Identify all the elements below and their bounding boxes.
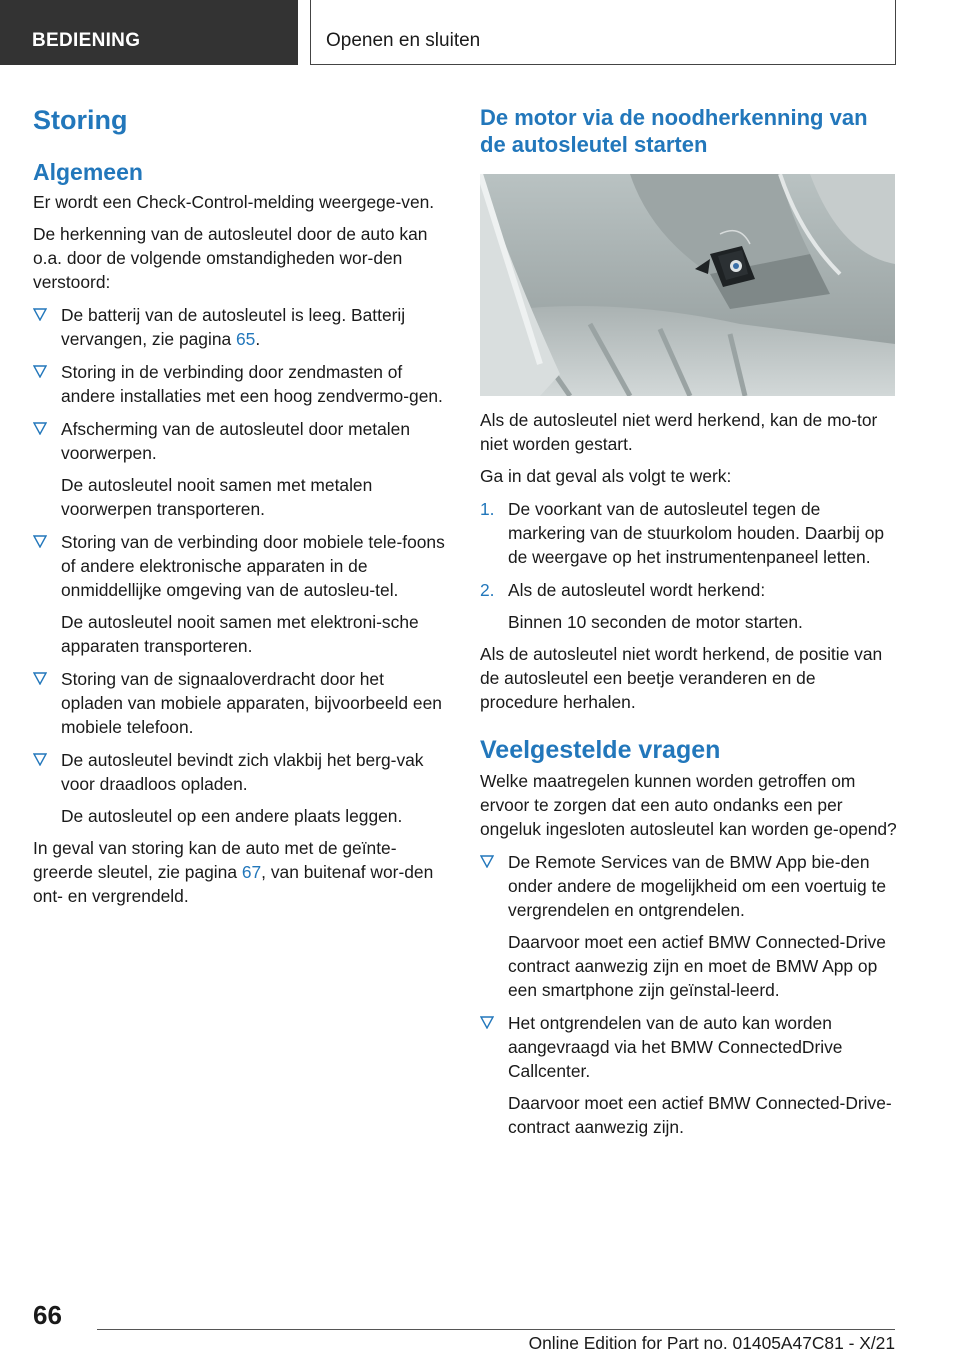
triangle-bullet-icon — [33, 365, 47, 378]
list-item-text: De Remote Services van de BMW App bie-den onder andere de mogelijkheid om een voertuig te vergrendelen en ontgrendelen. — [508, 852, 887, 920]
paragraph-text: In geval van storing kan de auto met de geïnte-greerde sleutel, zie pagina — [33, 838, 397, 882]
footer-edition: Online Edition for Part no. 01405A47C81 - X/21 — [528, 1333, 895, 1353]
page-number: 66 — [33, 1300, 62, 1330]
triangle-bullet-icon — [33, 422, 47, 435]
triangle-bullet-icon — [33, 672, 47, 685]
list-item — [33, 417, 448, 521]
list-item — [33, 667, 448, 739]
step-text: De voorkant van de autosleutel tegen de markering van de stuurkolom houden. Daarbij op de weergave op het instrumentenpaneel letten. — [508, 499, 885, 567]
list-item — [33, 360, 448, 408]
step-number: 1. — [480, 499, 495, 519]
paragraph: Ga in dat geval als volgt te werk: — [480, 466, 732, 486]
paragraph — [33, 836, 448, 908]
steering-column-key-photo — [480, 174, 895, 396]
section-title-faq: Veelgestelde vragen — [480, 736, 721, 764]
chapter-label: Openen en sluiten — [326, 30, 481, 51]
triangle-bullet-icon — [33, 535, 47, 548]
list-item-text: Storing van de signaaloverdracht door het opladen van mobiele apparaten, bijvoorbeeld een mobiele telefoon. — [61, 669, 442, 737]
step-note: Binnen 10 seconden de motor starten. — [508, 612, 803, 632]
section-title-emergency-start: De motor via de noodherkenning van de autosleutel starten — [480, 105, 868, 157]
section-tab — [0, 0, 298, 65]
triangle-bullet-icon — [33, 308, 47, 321]
paragraph: Als de autosleutel niet werd herkend, kan de mo-tor niet worden gestart. — [480, 410, 878, 454]
triangle-bullet-icon — [33, 753, 47, 766]
list-item-note: De autosleutel nooit samen met elektroni-sche apparaten transporteren. — [61, 612, 419, 656]
list-item — [33, 303, 448, 351]
list-item-note: Daarvoor moet een actief BMW Connected-Drive-contract aanwezig zijn. — [508, 1093, 892, 1137]
list-item-text: De batterij van de autosleutel is leeg. Batterij vervangen, zie pagina — [61, 305, 406, 349]
section-title-storing: Storing — [33, 105, 128, 135]
list-item-text: . — [255, 329, 261, 349]
left-column — [33, 100, 448, 908]
list-item — [33, 530, 448, 658]
list-item-note: Daarvoor moet een actief BMW Connected-Drive contract aanwezig zijn en moet de BMW App op een smartphone zijn geïnstal-leerd. — [508, 932, 886, 1000]
subheading-algemeen: Algemeen — [33, 159, 143, 185]
paragraph: Als de autosleutel niet wordt herkend, de positie van de autosleutel een beetje veranderen en de procedure herhalen. — [480, 644, 883, 712]
paragraph-text: , van buitenaf wor-den ont- en vergrendeld. — [33, 862, 434, 906]
list-item-text: Storing van de verbinding door mobiele tele-foons of andere elektronische apparaten in de onmiddellijke omgeving van de autosleu-tel. — [61, 532, 445, 600]
triangle-bullet-icon — [480, 1016, 494, 1029]
list-item-note: De autosleutel op een andere plaats leggen. — [61, 806, 403, 826]
step-number: 2. — [480, 580, 495, 600]
step-text: Als de autosleutel wordt herkend: — [508, 580, 766, 600]
paragraph: Er wordt een Check-Control-melding weergege-ven. — [33, 192, 435, 212]
page-link-67[interactable]: 67 — [241, 862, 262, 882]
paragraph: Welke maatregelen kunnen worden getroffen om ervoor te zorgen dat een auto ondanks een per ongeluk ingesloten autosleutel kan worden ge-opend? — [480, 771, 897, 839]
list-item-text: Afscherming van de autosleutel door metalen voorwerpen. — [61, 419, 410, 463]
list-item-note: De autosleutel nooit samen met metalen voorwerpen transporteren. — [61, 475, 373, 519]
chapter-tab — [310, 0, 896, 65]
list-item-text: De autosleutel bevindt zich vlakbij het berg-vak voor draadloos opladen. — [61, 750, 424, 794]
paragraph: De herkenning van de autosleutel door de auto kan o.a. door de volgende omstandigheden wor-den verstoord: — [33, 224, 428, 292]
footer-divider — [97, 1329, 895, 1330]
page-link-65[interactable]: 65 — [236, 329, 256, 349]
triangle-bullet-icon — [480, 855, 494, 868]
list-item-text: Het ontgrendelen van de auto kan worden aangevraagd via het BMW ConnectedDrive Callcenter. — [508, 1013, 843, 1081]
right-column — [480, 104, 897, 1139]
list-item — [480, 850, 897, 1002]
section-label: BEDIENING — [32, 30, 141, 51]
numbered-step — [480, 578, 897, 634]
numbered-step — [480, 497, 897, 569]
list-item-text: Storing in de verbinding door zendmasten of andere installaties met een hoog zendvermo-gen. — [61, 362, 443, 406]
list-item — [33, 748, 448, 828]
list-item — [480, 1011, 897, 1139]
